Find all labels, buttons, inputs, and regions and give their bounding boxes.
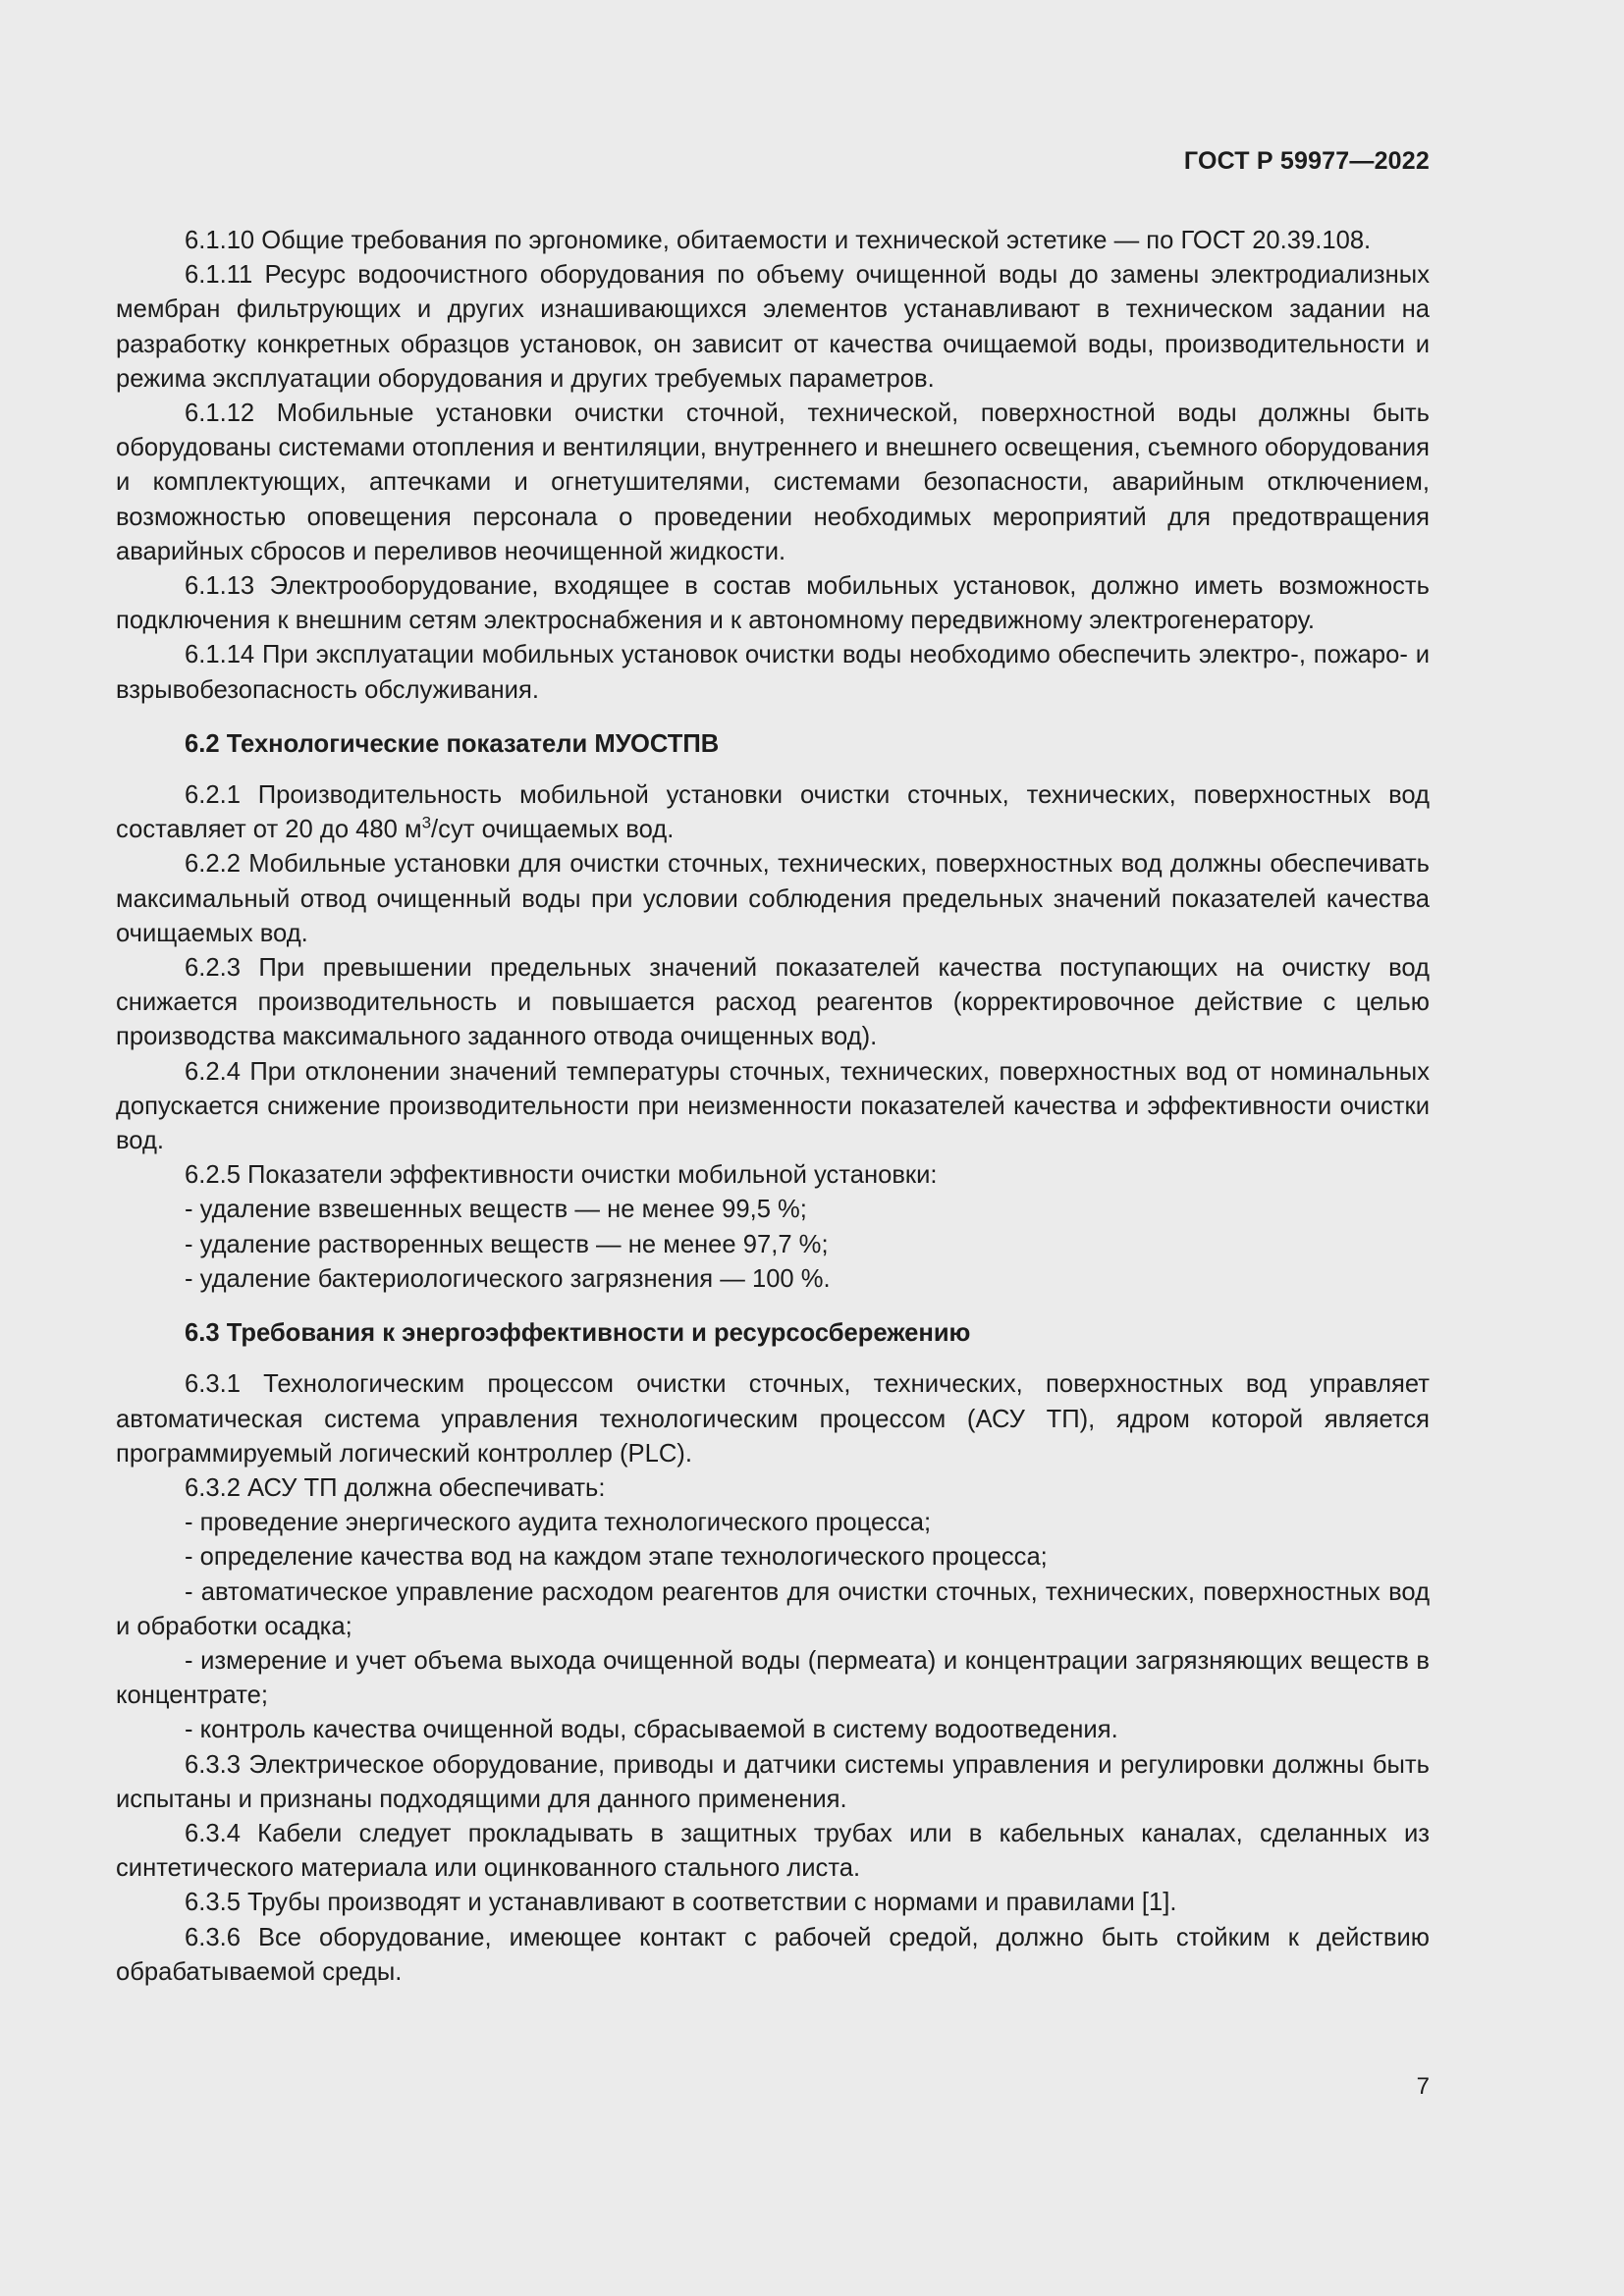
page-number: 7 [1416, 2073, 1430, 2100]
clause-6-3-5: 6.3.5 Трубы производят и устанавливают в соответствии с нормами и правилами [1]. [185, 1889, 1177, 1917]
clause-6-2-1-text: 6.2.1 Производительность мобильной установки очистки сточных, технических, поверхностных вод составляет от 20 до 480 м [116, 781, 1430, 844]
clause-6-2-2: 6.2.2 Мобильные установки для очистки сточных, технических, поверхностных вод должны обеспечивать максимальный отвод очищенный воды при условии соблюдения предельных значений показателей качества очищаемых вод. [116, 850, 1430, 947]
list-item: - удаление взвешенных веществ — не менее 99,5 %; [185, 1196, 807, 1224]
clause-6-2-1 [116, 778, 1430, 847]
superscript-cubic: 3 [421, 813, 432, 832]
standard-code-header: ГОСТ Р 59977—2022 [1183, 147, 1430, 175]
clause-6-1-12: 6.1.12 Мобильные установки очистки сточной, технической, поверхностной воды должны быть оборудованы системами отопления и вентиляции, внутреннего и внешнего освещения, съемного оборудования и комплектующих, аптечками и огнетушителями, системами безопасности, аварийным отключением, возможностью оповещения персонала о проведении необходимых мероприятий для предотвращения аварийных сбросов и переливов неочищенной жидкости. [116, 400, 1430, 565]
clause-6-3-2: 6.3.2 АСУ ТП должна обеспечивать: [185, 1473, 606, 1502]
clause-6-3-1: 6.3.1 Технологическим процессом очистки сточных, технических, поверхностных вод управляет автоматическая система управления технологическим процессом (АСУ ТП), ядром которой является программируемый логический контроллер (PLC). [116, 1370, 1430, 1468]
list-item: - проведение энергического аудита технологического процесса; [185, 1509, 932, 1537]
list-item: - автоматическое управление расходом реагентов для очистки сточных, технических, поверхностных вод и обработки осадка; [116, 1577, 1430, 1640]
clause-6-1-14: 6.1.14 При эксплуатации мобильных установок очистки воды необходимо обеспечить электро-, пожаро- и взрывобезопасность обслуживания. [116, 641, 1430, 704]
clause-6-2-1-unit: /сут очищаемых вод. [431, 816, 675, 844]
list-item: - удаление растворенных веществ — не менее 97,7 %; [185, 1230, 829, 1258]
section-heading-6-3: 6.3 Требования к энергоэффективности и ресурсосбережению [185, 1319, 971, 1348]
section-heading-6-2: 6.2 Технологические показатели МУОСТПВ [185, 729, 720, 758]
clause-6-3-3: 6.3.3 Электрическое оборудование, приводы и датчики системы управления и регулировки должны быть испытаны и признаны подходящими для данного применения. [116, 1750, 1430, 1813]
clause-6-1-13: 6.1.13 Электрооборудование, входящее в состав мобильных установок, должно иметь возможность подключения к внешним сетям электроснабжения и к автономному передвижному электрогенератору. [116, 572, 1430, 635]
clause-6-3-4: 6.3.4 Кабели следует прокладывать в защитных трубах или в кабельных каналах, сделанных из синтетического материала или оцинкованного стального листа. [116, 1819, 1430, 1883]
list-item: - удаление бактериологического загрязнения — 100 %. [185, 1264, 831, 1293]
clause-6-2-5: 6.2.5 Показатели эффективности очистки мобильной установки: [185, 1161, 938, 1190]
list-item: - контроль качества очищенной воды, сбрасываемой в систему водоотведения. [185, 1716, 1118, 1744]
list-item: - определение качества вод на каждом этапе технологического процесса; [185, 1543, 1048, 1572]
list-item: - измерение и учет объема выхода очищенной воды (пермеата) и концентрации загрязняющих веществ в концентрате; [116, 1646, 1430, 1710]
clause-6-1-11: 6.1.11 Ресурс водоочистного оборудования по объему очищенной воды до замены электродиализных мембран фильтрующих и других изнашивающихся элементов устанавливают в техническом задании на разработку конкретных образцов установок, он зависит от качества очищаемой воды, производительности и режима эксплуатации оборудования и других требуемых параметров. [116, 261, 1430, 393]
clause-6-2-4: 6.2.4 При отклонении значений температуры сточных, технических, поверхностных вод от номинальных допускается снижение производительности при неизменности показателей качества и эффективности очистки вод. [116, 1057, 1430, 1155]
document-body [116, 224, 1430, 1990]
clause-6-3-6: 6.3.6 Все оборудование, имеющее контакт с рабочей средой, должно быть стойким к действию обрабатываемой среды. [116, 1923, 1430, 1986]
clause-6-2-3: 6.2.3 При превышении предельных значений показателей качества поступающих на очистку вод снижается производительность и повышается расход реагентов (корректировочное действие с целью производства максимального заданного отвода очищенных вод). [116, 954, 1430, 1051]
clause-6-1-10: 6.1.10 Общие требования по эргономике, обитаемости и технической эстетике — по ГОСТ 20.39.108. [185, 227, 1372, 254]
